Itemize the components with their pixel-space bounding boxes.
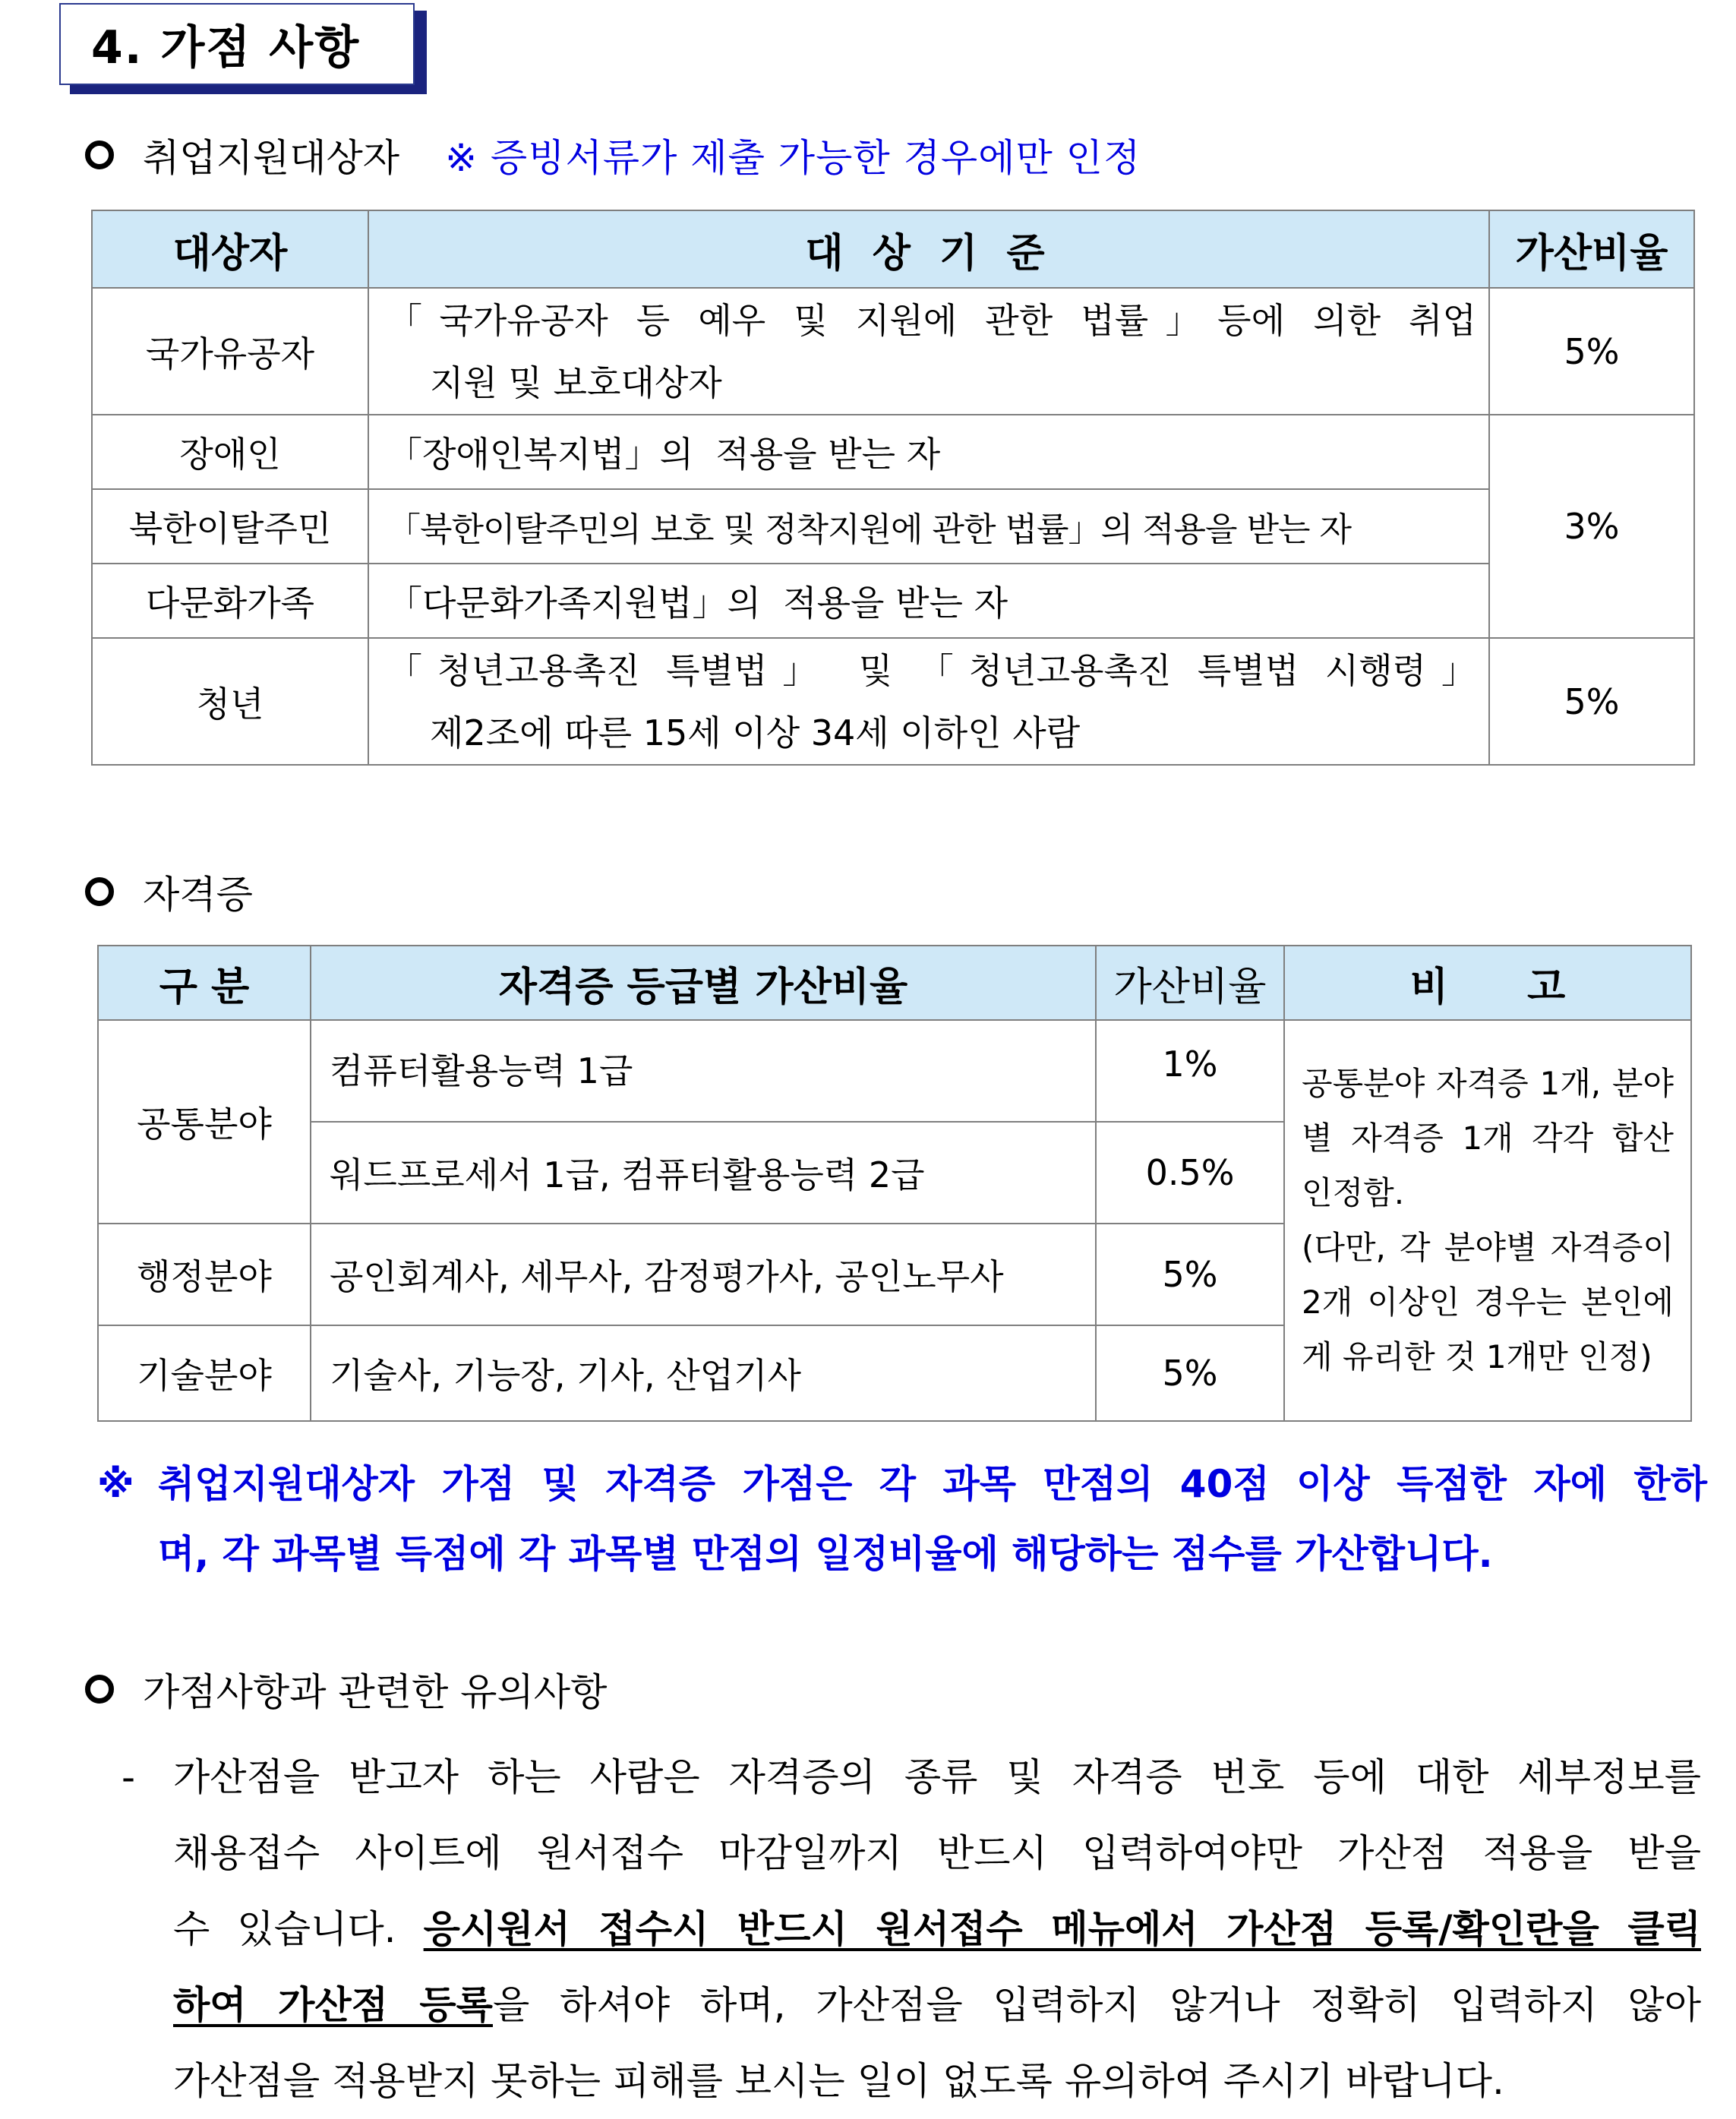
rate-cell: 5%	[1096, 1224, 1284, 1325]
category-cell: 공통분야	[98, 1020, 311, 1224]
criteria-cell: 「다문화가족지원법」의 적용을 받는 자	[368, 564, 1489, 638]
table-row	[92, 638, 1694, 765]
caution-body	[122, 1739, 1701, 2119]
caution-text: 을 하셔야 하며, 가산점을 입력하지 않거나 정확히 입력하지 않아	[492, 1983, 1701, 2027]
criteria-line: 「국가유공자 등 예우 및 지원에 관한 법률」등에 의한 취업	[387, 299, 1476, 341]
header-cert-grade: 자격증 등급별 가산비율	[311, 946, 1096, 1020]
table-row	[92, 489, 1694, 564]
circle-bullet-icon	[85, 877, 114, 906]
caution-text: 수 있습니다.	[173, 1907, 424, 1951]
criteria-line: 「청년고용촉진 특별법」 및 「청년고용촉진 특별법 시행령」	[387, 649, 1476, 691]
certificate-table	[97, 945, 1692, 1422]
employment-note: ※ 증빙서류가 제출 가능한 경우에만 인정	[445, 136, 1141, 180]
remark-text: (다만, 각 분야별 자격증이 2개 이상인 경우는 본인에게 유리한 것 1개만 인정)	[1302, 1229, 1674, 1375]
remark-cell	[1284, 1020, 1691, 1421]
bonus-remark	[97, 1449, 1707, 1589]
cert-cell: 기술사, 기능장, 기사, 산업기사	[311, 1325, 1096, 1421]
caution-emphasis: 하여 가산점 등록	[173, 1983, 493, 2027]
criteria-cell	[368, 638, 1489, 765]
table-row	[98, 1020, 1691, 1122]
criteria-cell: 「북한이탈주민의 보호 및 정착지원에 관한 법률」의 적용을 받는 자	[368, 489, 1489, 564]
target-cell: 청년	[92, 638, 368, 765]
target-cell: 국가유공자	[92, 288, 368, 415]
circle-bullet-icon	[85, 1675, 114, 1704]
caution-title: 가점사항과 관련한 유의사항	[143, 1670, 608, 1714]
header-remark: 비 고	[1284, 946, 1691, 1020]
rate-cell: 1%	[1096, 1020, 1284, 1122]
header-category: 구 분	[98, 946, 311, 1020]
target-cell: 장애인	[92, 415, 368, 489]
remark-text: 공통분야 자격증 1개, 분야별 자격증 1개 각각 합산 인정함.	[1302, 1065, 1674, 1211]
circle-bullet-icon	[85, 141, 114, 169]
cert-cell: 컴퓨터활용능력 1급	[311, 1020, 1096, 1122]
cert-cell: 워드프로세서 1급, 컴퓨터활용능력 2급	[311, 1122, 1096, 1224]
target-cell: 북한이탈주민	[92, 489, 368, 564]
caution-line	[122, 1967, 1701, 2043]
rate-cell: 5%	[1489, 288, 1694, 415]
header-criteria: 대 상 기 준	[368, 210, 1489, 288]
caution-line: 가산점을 적용받지 못하는 피해를 보시는 일이 없도록 유의하여 주시기 바랍니다.	[173, 2059, 1504, 2103]
caution-line: 채용접수 사이트에 원서접수 마감일까지 반드시 입력하여야만 가산점 적용을 받을	[173, 1831, 1701, 1875]
header-rate: 가산비율	[1489, 210, 1694, 288]
table-header-row	[98, 946, 1691, 1020]
cert-cell: 공인회계사, 세무사, 감정평가사, 공인노무사	[311, 1224, 1096, 1325]
target-cell: 다문화가족	[92, 564, 368, 638]
header-target: 대상자	[92, 210, 368, 288]
table-row	[92, 288, 1694, 415]
certificate-subtitle	[85, 864, 253, 919]
caution-line: 가산점을 받고자 하는 사람은 자격증의 종류 및 자격증 번호 등에 대한 세부정보를	[173, 1755, 1701, 1799]
table-row	[92, 564, 1694, 638]
rate-cell: 3%	[1489, 415, 1694, 638]
table-header-row	[92, 210, 1694, 288]
section-heading-text: 4. 가점 사항	[91, 21, 361, 74]
criteria-line: 제2조에 따른 15세 이상 34세 이하인 사람	[430, 712, 1081, 753]
caution-emphasis: 응시원서 접수시 반드시 원서접수 메뉴에서 가산점 등록/확인란을 클릭	[423, 1907, 1701, 1951]
certificate-title: 자격증	[143, 873, 253, 917]
caution-subtitle	[85, 1662, 607, 1716]
table-row	[92, 415, 1694, 489]
category-cell: 행정분야	[98, 1224, 311, 1325]
employment-subtitle	[85, 128, 1141, 182]
rate-cell: 5%	[1096, 1325, 1284, 1421]
criteria-cell: 「장애인복지법」의 적용을 받는 자	[368, 415, 1489, 489]
section-heading	[59, 3, 415, 85]
reference-mark-icon: ※	[97, 1462, 134, 1506]
rate-cell: 5%	[1489, 638, 1694, 765]
rate-cell: 0.5%	[1096, 1122, 1284, 1224]
category-cell: 기술분야	[98, 1325, 311, 1421]
criteria-cell	[368, 288, 1489, 415]
header-rate: 가산비율	[1096, 946, 1284, 1020]
employment-table	[91, 210, 1695, 766]
remark-line: 며, 각 과목별 득점에 각 과목별 만점의 일정비율에 해당하는 점수를 가산합니다.	[158, 1532, 1493, 1576]
remark-line: 취업지원대상자 가점 및 자격증 가점은 각 과목 만점의 40점 이상 득점한 자에 한하	[158, 1462, 1707, 1506]
employment-title: 취업지원대상자	[143, 136, 400, 180]
caution-line	[122, 1891, 1701, 1967]
dash-bullet-icon: -	[122, 1755, 136, 1799]
criteria-line: 지원 및 보호대상자	[430, 362, 722, 403]
